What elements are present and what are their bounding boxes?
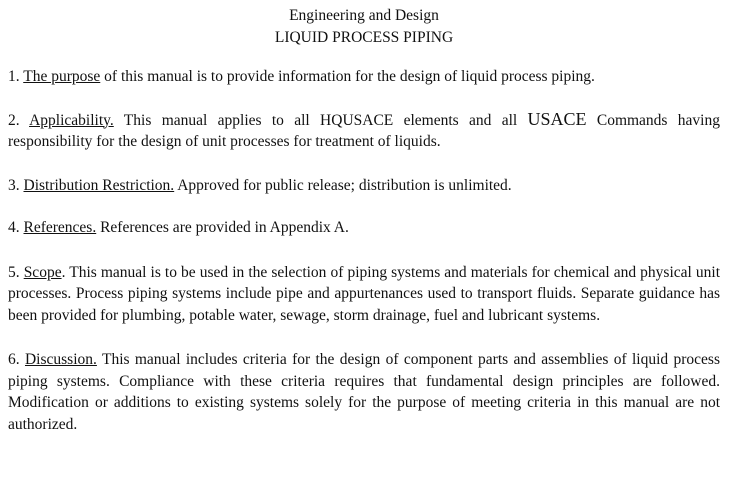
section-text: Approved for public release; distribution is unlimited. [174,176,512,194]
section-text: This manual applies to all HQUSACE elements and all [113,111,528,129]
section-number: 4. [8,219,20,236]
document-header [8,5,720,49]
section-heading: Distribution Restriction. [23,176,175,194]
section-text: Commands having responsibility for the design of unit processes for treatment of liquids. [8,111,720,150]
header-subtitle: Engineering and Design [289,7,439,24]
paragraph-purpose [8,66,720,88]
section-text: . This manual is to be used in the selection of piping systems and materials for chemical and physical unit processes. Process piping systems include pipe and appurtenances used to transport fluids. Separate guidance has been provided for plumbing, potable water, sewage, storm drainage, fuel and lubricant systems. [8,263,721,324]
paragraph-discussion [8,349,720,435]
section-heading: Scope [23,263,62,281]
section-number: 6. [8,351,20,368]
paragraph-references [8,217,720,239]
section-number: 1. [8,68,20,85]
section-number: 3. [8,176,20,194]
header-title: LIQUID PROCESS PIPING [274,29,454,46]
section-heading: Discussion. [24,351,97,368]
section-number: 2. [8,111,20,129]
section-number: 5. [8,263,20,281]
paragraph-scope [8,262,720,327]
usace-emphasis: USACE [527,108,587,129]
paragraph-distribution [8,175,720,197]
section-text: This manual includes criteria for the design of component parts and assemblies of liquid process piping systems. Compliance with these criteria requires that fundamental design principles are followed. Modification or additions to existing systems solely for the purpose of meeting criteria in this manual are not authorized. [8,351,721,433]
section-heading: References. [23,219,97,236]
section-heading: The purpose [23,68,101,85]
section-text: of this manual is to provide information for the design of liquid process piping. [100,68,595,85]
paragraph-applicability [8,109,720,153]
section-text: References are provided in Appendix A. [96,219,349,236]
section-heading: Applicability. [29,111,114,129]
